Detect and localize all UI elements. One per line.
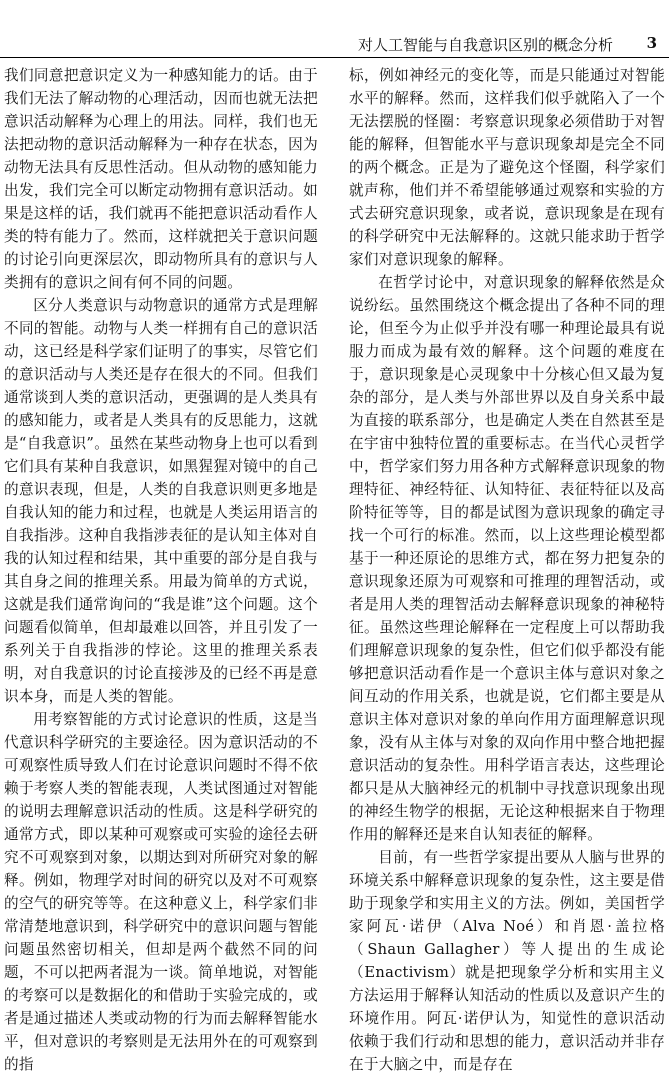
running-header	[0, 32, 669, 54]
running-title: 对人工智能与自我意识区别的概念分析	[357, 36, 613, 54]
paragraph: 区分人类意识与动物意识的通常方式是理解不同的智能。动物与人类一样拥有自己的意识活动，这已经是科学家们证明了的事实，尽管它们的意识活动与人类还是存在很大的不同。但我们通常谈到人类的意识活动，更强调的是人类具有的感知能力，或者是人类具有的反思能力，这就是“自我意识”。虽然在某些动物身上也可以看到它们具有某种自我意识，如黑猩猩对镜中的自己的意识表现，但是，人类的自我意识则更多地是自我认知的能力和过程，也就是人类运用语言的自我指涉。这种自我指涉表征的是认知主体对自我的认知过程和结果，其中重要的部分是自我与其自身之间的推理关系。用最为简单的方式说，这就是我们通常询问的“我是谁”这个问题。这个问题看似简单，但却最难以回答，并且引发了一系列关于自我指涉的悖论。这里的推理关系表明，对自我意识的讨论直接涉及的已经不再是意识本身，而是人类的智能。	[4, 297, 318, 705]
page-number: 3	[646, 34, 657, 52]
paragraph: 我们同意把意识定义为一种感知能力的话。由于我们无法了解动物的心理活动，因而也就无法把意识活动解释为心理上的用法。同样，我们也无法把动物的意识活动解释为一种存在状态，因为动物无法具有反思性活动。但从动物的感知能力出发，我们完全可以断定动物拥有意识活动。如果是这样的话，我们就再不能把意识活动看作人类的特有能力了。然而，这样就把关于意识问题的讨论引向更深层次，即动物所具有的意识与人类拥有的意识之间有何不同的问题。	[4, 67, 318, 291]
header-rule	[0, 57, 669, 58]
paragraph: 目前，有一些哲学家提出要从人脑与世界的环境关系中解释意识现象的复杂性，这主要是借助于现象学和实用主义的方法。例如，美国哲学家阿瓦·诺伊（Alva Noé）和肖恩·盖拉格（Shaun Gallagher）等人提出的生成论（Enactivism）就是把现象学分析和实用主义方法运用于解释认知活动的性质以及意识产生的环境作用。阿瓦·诺伊认为，知觉性的意识活动依赖于我们行动和思想的能力，意识活动并非存在于大脑之中，而是存在	[349, 849, 665, 1073]
left-column	[4, 64, 318, 1076]
paragraph: 在哲学讨论中，对意识现象的解释依然是众说纷纭。虽然围绕这个概念提出了各种不同的理论，但至今为止似乎并没有哪一种理论最具有说服力而成为最有效的解释。这个问题的难度在于，意识现象是心灵现象中十分核心但又最为复杂的部分，是人类与外部世界以及自身关系中最为直接的联系部分，也是确定人类在自然甚至是在宇宙中独特位置的重要标志。在当代心灵哲学中，哲学家们努力用各种方式解释意识现象的物理特征、神经特征、认知特征、表征特征以及高阶特征等等，目的都是试图为意识现象的确定寻找一个可行的标准。然而，以上这些理论模型都基于一种还原论的思维方式，都在努力把复杂的意识现象还原为可观察和可推理的理智活动，或者是用人类的理智活动去解释意识现象的神秘特征。虽然这些理论解释在一定程度上可以帮助我们理解意识现象的复杂性，但它们似乎都没有能够把意识活动看作是一个意识主体与意识对象之间互动的作用关系，也就是说，它们都主要是从意识主体对意识对象的单向作用方面理解意识现象，没有从主体与对象的双向作用中整合地把握意识活动的复杂性。用科学语言表达，这些理论都只是从大脑神经元的机制中寻找意识现象出现的神经生物学的根据，无论这种根据来自于物理作用的解释还是来自认知表征的解释。	[349, 274, 665, 843]
paragraph: 标，例如神经元的变化等，而是只能通过对智能水平的解释。然而，这样我们似乎就陷入了一个无法摆脱的怪圈：考察意识现象必须借助于对智能的解释，但智能水平与意识现象却是完全不同的两个概念。正是为了避免这个怪圈，科学家们就声称，他们并不希望能够通过观察和实验的方式去研究意识现象，或者说，意识现象是在现有的科学研究中无法解释的。这就只能求助于哲学家们对意识现象的解释。	[349, 67, 665, 268]
paragraph: 用考察智能的方式讨论意识的性质，这是当代意识科学研究的主要途径。因为意识活动的不可观察性质导致人们在讨论意识问题时不得不依赖于考察人类的智能表现，人类试图通过对智能的说明去理解意识活动的性质。这是科学研究的通常方式，即以某种可观察或可实验的途径去研究不可观察到对象，以期达到对所研究对象的解释。例如，物理学对时间的研究以及对不可观察的空气的研究等等。在这种意义上，科学家们非常清楚地意识到，科学研究中的意识问题与智能问题虽然密切相关，但却是两个截然不同的问题，不可以把两者混为一谈。简单地说，对智能的考察可以是数据化的和借助于实验完成的，或者是通过描述人类或动物的行为而去解释智能水平，但对意识的考察则是无法用外在的可观察到的指	[4, 711, 318, 1073]
right-column	[349, 64, 665, 1076]
